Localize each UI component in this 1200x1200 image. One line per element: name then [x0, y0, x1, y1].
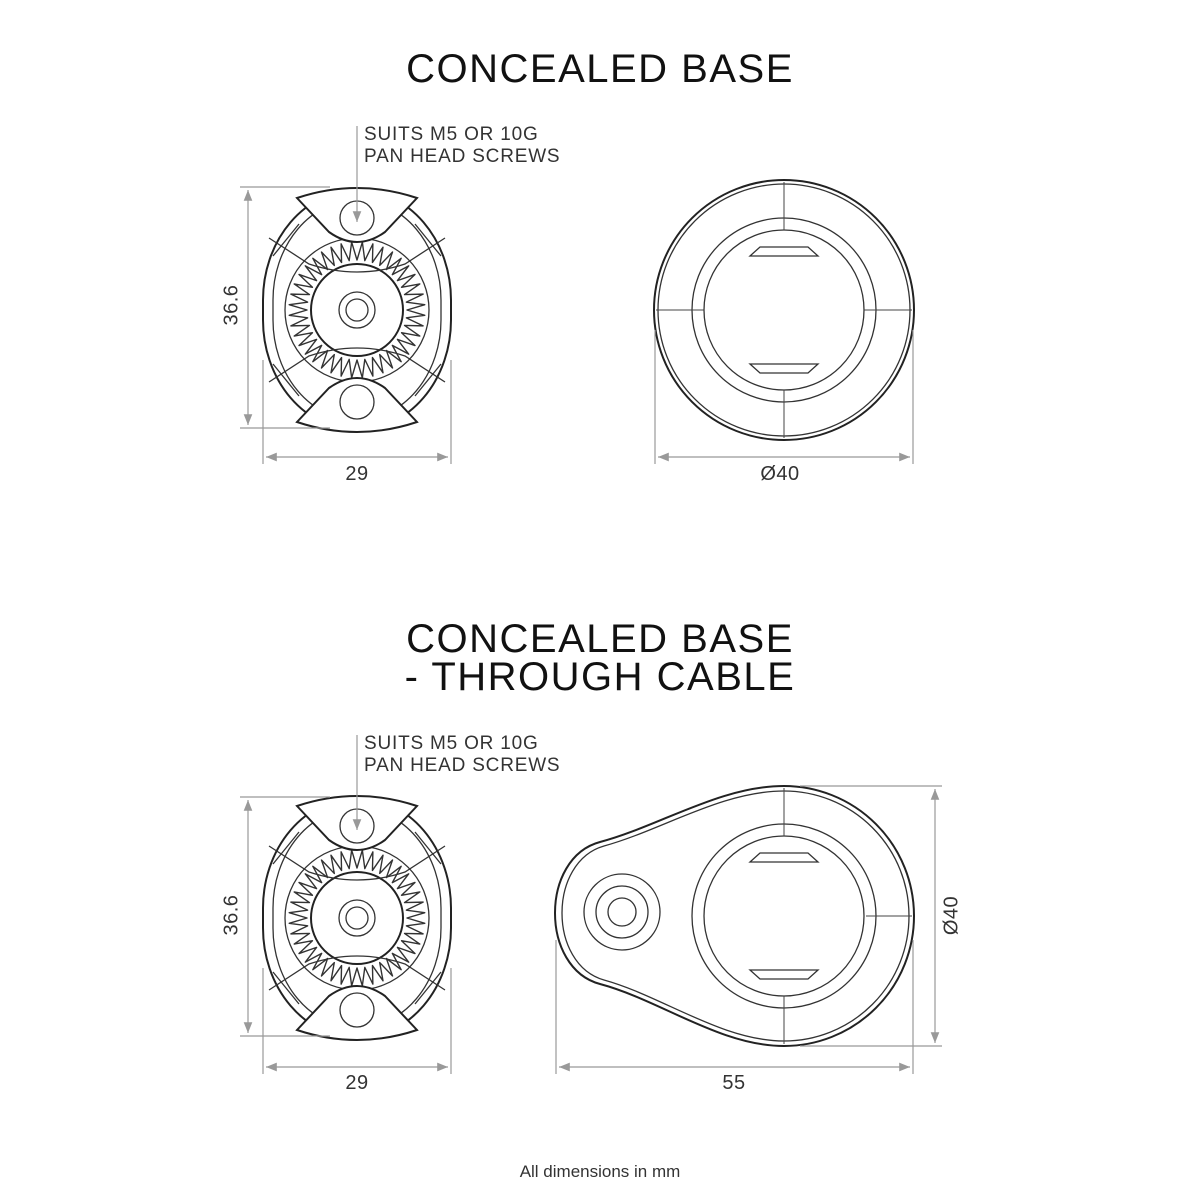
round-base-top-view — [654, 180, 914, 440]
section2-title: CONCEALED BASE - THROUGH CABLE — [404, 617, 796, 699]
section1-height-label: 36.6 — [220, 284, 243, 326]
section1-width-label: 29 — [345, 463, 369, 485]
units-footnote: All dimensions in mm — [519, 1162, 681, 1181]
concealed-base-front-view-2 — [263, 796, 451, 1040]
section1-title: CONCEALED BASE — [406, 47, 794, 91]
through-cable-base-top-view — [555, 786, 914, 1046]
section2-height-label: 36.6 — [220, 894, 243, 936]
section2-diameter-label: Ø40 — [940, 895, 963, 936]
section2-screw-note: SUITS M5 OR 10G PAN HEAD SCREWS — [364, 733, 561, 776]
section2-length-label: 55 — [722, 1072, 746, 1094]
concealed-base-front-view — [263, 188, 451, 432]
section1-screw-note: SUITS M5 OR 10G PAN HEAD SCREWS — [364, 124, 561, 167]
section2-width-label: 29 — [345, 1072, 369, 1094]
section1-diameter-label: Ø40 — [760, 463, 800, 485]
